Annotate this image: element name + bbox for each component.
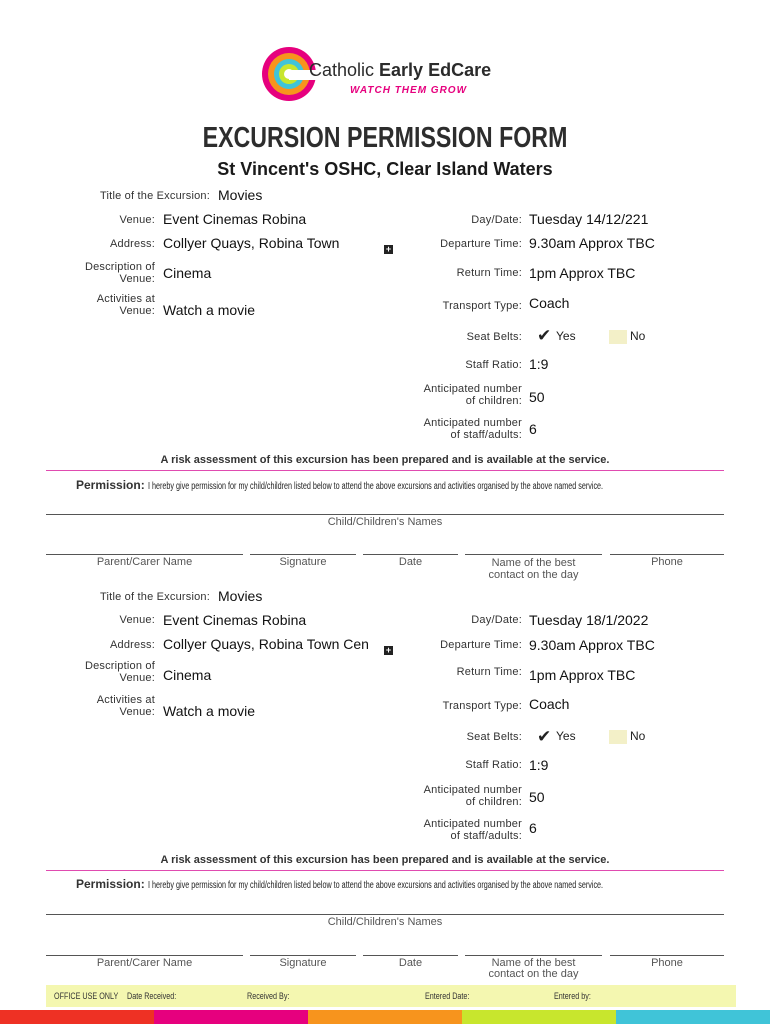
best-contact-line1: Name of the best: [491, 557, 576, 569]
children-names-line[interactable]: [46, 514, 724, 515]
children-label: [382, 784, 522, 808]
staff-label: [382, 818, 522, 842]
brand-bold: Early EdCare: [379, 60, 492, 80]
staff-label-line2: of staff/adults:: [450, 830, 522, 842]
address-field[interactable]: Collyer Quays, Robina Town Cen: [163, 636, 369, 652]
children-field[interactable]: 50: [529, 789, 545, 805]
description-field[interactable]: Cinema: [163, 265, 212, 281]
return-label: Return Time:: [456, 666, 522, 678]
brand-name: [309, 60, 491, 81]
brand-prefix: Catholic: [309, 60, 380, 80]
seatbelts-yes-label: Yes: [556, 729, 576, 743]
staff-label-line2: of staff/adults:: [450, 429, 522, 441]
parent-label: Parent/Carer Name: [96, 556, 193, 568]
brand-tagline: WATCH THEM GROW: [350, 85, 468, 96]
seatbelts-yes-check-icon[interactable]: ✔: [537, 727, 552, 746]
description-label-line1: Description of: [84, 261, 155, 273]
form-title: EXCURSION PERMISSION FORM: [202, 122, 568, 154]
office-use-strip: [46, 985, 736, 1007]
expand-plus-icon[interactable]: +: [385, 645, 392, 655]
transport-label: Transport Type:: [442, 300, 522, 312]
daydate-label: Day/Date:: [471, 214, 522, 226]
venue-field[interactable]: Event Cinemas Robina: [163, 612, 307, 628]
signature-line[interactable]: [250, 554, 356, 555]
activities-label-line2: Venue:: [119, 706, 155, 718]
date-line[interactable]: [363, 554, 458, 555]
activities-label-line1: Activities at: [96, 694, 155, 706]
departure-label: Departure Time:: [440, 238, 522, 250]
entered-by-label[interactable]: Entered by:: [554, 991, 591, 1001]
logo-mark-icon: [255, 42, 317, 104]
seatbelts-yes-check-icon[interactable]: ✔: [537, 326, 552, 345]
children-label-line2: of children:: [465, 395, 522, 407]
footer-bar-red: [0, 1010, 154, 1024]
date-line[interactable]: [363, 955, 458, 956]
staff-label: [382, 417, 522, 441]
title-field[interactable]: Movies: [218, 588, 263, 604]
daydate-field[interactable]: Tuesday 18/1/2022: [529, 612, 649, 628]
description-label: [60, 660, 155, 684]
permission-statement: [76, 877, 770, 891]
address-label: Address:: [109, 238, 155, 250]
permission-statement: [76, 478, 770, 492]
seatbelts-no-checkbox[interactable]: [609, 730, 627, 744]
brand-logo: [255, 42, 515, 106]
service-name: St Vincent's OSHC, Clear Island Waters: [217, 159, 553, 179]
date-label: Date: [398, 556, 423, 568]
best-contact-line[interactable]: [465, 554, 602, 555]
children-field[interactable]: 50: [529, 389, 545, 405]
description-label: [60, 261, 155, 285]
staff-field[interactable]: 6: [529, 421, 537, 437]
venue-label: Venue:: [119, 214, 155, 226]
children-label-line1: Anticipated number: [423, 784, 522, 796]
seatbelts-label: Seat Belts:: [466, 731, 522, 743]
best-contact-line[interactable]: [465, 955, 602, 956]
permission-label: Permission:: [76, 877, 145, 891]
children-names-label: Child/Children's Names: [327, 916, 443, 928]
departure-field[interactable]: 9.30am Approx TBC: [529, 235, 655, 251]
activities-field[interactable]: Watch a movie: [163, 703, 256, 719]
activities-label: [60, 694, 155, 718]
signature-line[interactable]: [250, 955, 356, 956]
expand-plus-icon[interactable]: +: [385, 244, 392, 254]
seatbelts-no-label: No: [630, 729, 646, 743]
seatbelts-no-checkbox[interactable]: [609, 330, 627, 344]
footer-bar-cyan: [616, 1010, 770, 1024]
permission-label: Permission:: [76, 478, 145, 492]
staff-label-line1: Anticipated number: [423, 818, 522, 830]
staffratio-field[interactable]: 1:9: [529, 757, 549, 773]
return-label: Return Time:: [456, 267, 522, 279]
transport-label: Transport Type:: [442, 700, 522, 712]
parent-label: Parent/Carer Name: [96, 957, 193, 969]
phone-label: Phone: [651, 957, 683, 969]
risk-assessment-note: A risk assessment of this excursion has been prepared and is available at the service.: [160, 854, 610, 866]
activities-field[interactable]: Watch a movie: [163, 302, 256, 318]
seatbelts-label: Seat Belts:: [466, 331, 522, 343]
date-label: Date: [398, 957, 423, 969]
transport-field[interactable]: Coach: [529, 696, 570, 712]
activities-label-line2: Venue:: [119, 305, 155, 317]
date-received-label[interactable]: Date Received:: [127, 991, 177, 1001]
best-contact-line1: Name of the best: [491, 957, 576, 969]
address-field[interactable]: Collyer Quays, Robina Town: [163, 235, 340, 251]
best-contact-label: [465, 958, 602, 980]
activities-label-line1: Activities at: [96, 293, 155, 305]
address-label: Address:: [109, 639, 155, 651]
children-label: [382, 383, 522, 407]
departure-field[interactable]: 9.30am Approx TBC: [529, 637, 655, 653]
best-contact-label: [465, 557, 602, 581]
phone-line[interactable]: [610, 554, 724, 555]
footer-bar-pink: [154, 1010, 308, 1024]
title-field[interactable]: Movies: [218, 187, 263, 203]
parent-line[interactable]: [46, 554, 243, 555]
daydate-label: Day/Date:: [471, 614, 522, 626]
return-field[interactable]: 1pm Approx TBC: [529, 667, 636, 683]
children-label-line2: of children:: [465, 796, 522, 808]
permission-text: I hereby give permission for my child/children listed below to attend the above excursions and activities organised by the above named service.: [148, 481, 604, 492]
staff-label-line1: Anticipated number: [423, 417, 522, 429]
description-label-line2: Venue:: [119, 672, 155, 684]
divider: [46, 870, 724, 871]
title-label: Title of the Excursion:: [100, 591, 210, 603]
received-by-label[interactable]: Received By:: [247, 991, 290, 1001]
office-use-label: OFFICE USE ONLY: [54, 991, 119, 1001]
description-field[interactable]: Cinema: [163, 667, 212, 683]
parent-line[interactable]: [46, 955, 243, 956]
departure-label: Departure Time:: [440, 639, 522, 651]
staffratio-field[interactable]: 1:9: [529, 356, 549, 372]
staff-field[interactable]: 6: [529, 820, 537, 836]
divider: [46, 470, 724, 471]
best-contact-line2: contact on the day: [488, 569, 579, 581]
signature-label: Signature: [279, 957, 327, 969]
return-field[interactable]: 1pm Approx TBC: [529, 265, 636, 281]
description-label-line1: Description of: [84, 660, 155, 672]
risk-assessment-note: A risk assessment of this excursion has been prepared and is available at the service.: [160, 454, 610, 466]
children-label-line1: Anticipated number: [423, 383, 522, 395]
staffratio-label: Staff Ratio:: [465, 359, 522, 371]
children-names-line[interactable]: [46, 914, 724, 915]
transport-field[interactable]: Coach: [529, 295, 570, 311]
activities-label: [60, 293, 155, 317]
best-contact-line2: contact on the day: [488, 968, 579, 980]
footer-color-bar: [0, 1010, 770, 1024]
footer-bar-lime: [462, 1010, 616, 1024]
venue-field[interactable]: Event Cinemas Robina: [163, 211, 307, 227]
entered-date-label[interactable]: Entered Date:: [425, 991, 470, 1001]
seatbelts-no-label: No: [630, 329, 646, 343]
seatbelts-yes-label: Yes: [556, 329, 576, 343]
footer-bar-orange: [308, 1010, 462, 1024]
signature-label: Signature: [279, 556, 327, 568]
daydate-field[interactable]: Tuesday 14/12/221: [529, 211, 649, 227]
description-label-line2: Venue:: [119, 273, 155, 285]
title-label: Title of the Excursion:: [100, 190, 210, 202]
children-names-label: Child/Children's Names: [327, 516, 443, 528]
phone-line[interactable]: [610, 955, 724, 956]
phone-label: Phone: [651, 556, 683, 568]
permission-text: I hereby give permission for my child/children listed below to attend the above excursions and activities organised by the above named service.: [148, 880, 604, 891]
venue-label: Venue:: [119, 614, 155, 626]
staffratio-label: Staff Ratio:: [465, 759, 522, 771]
